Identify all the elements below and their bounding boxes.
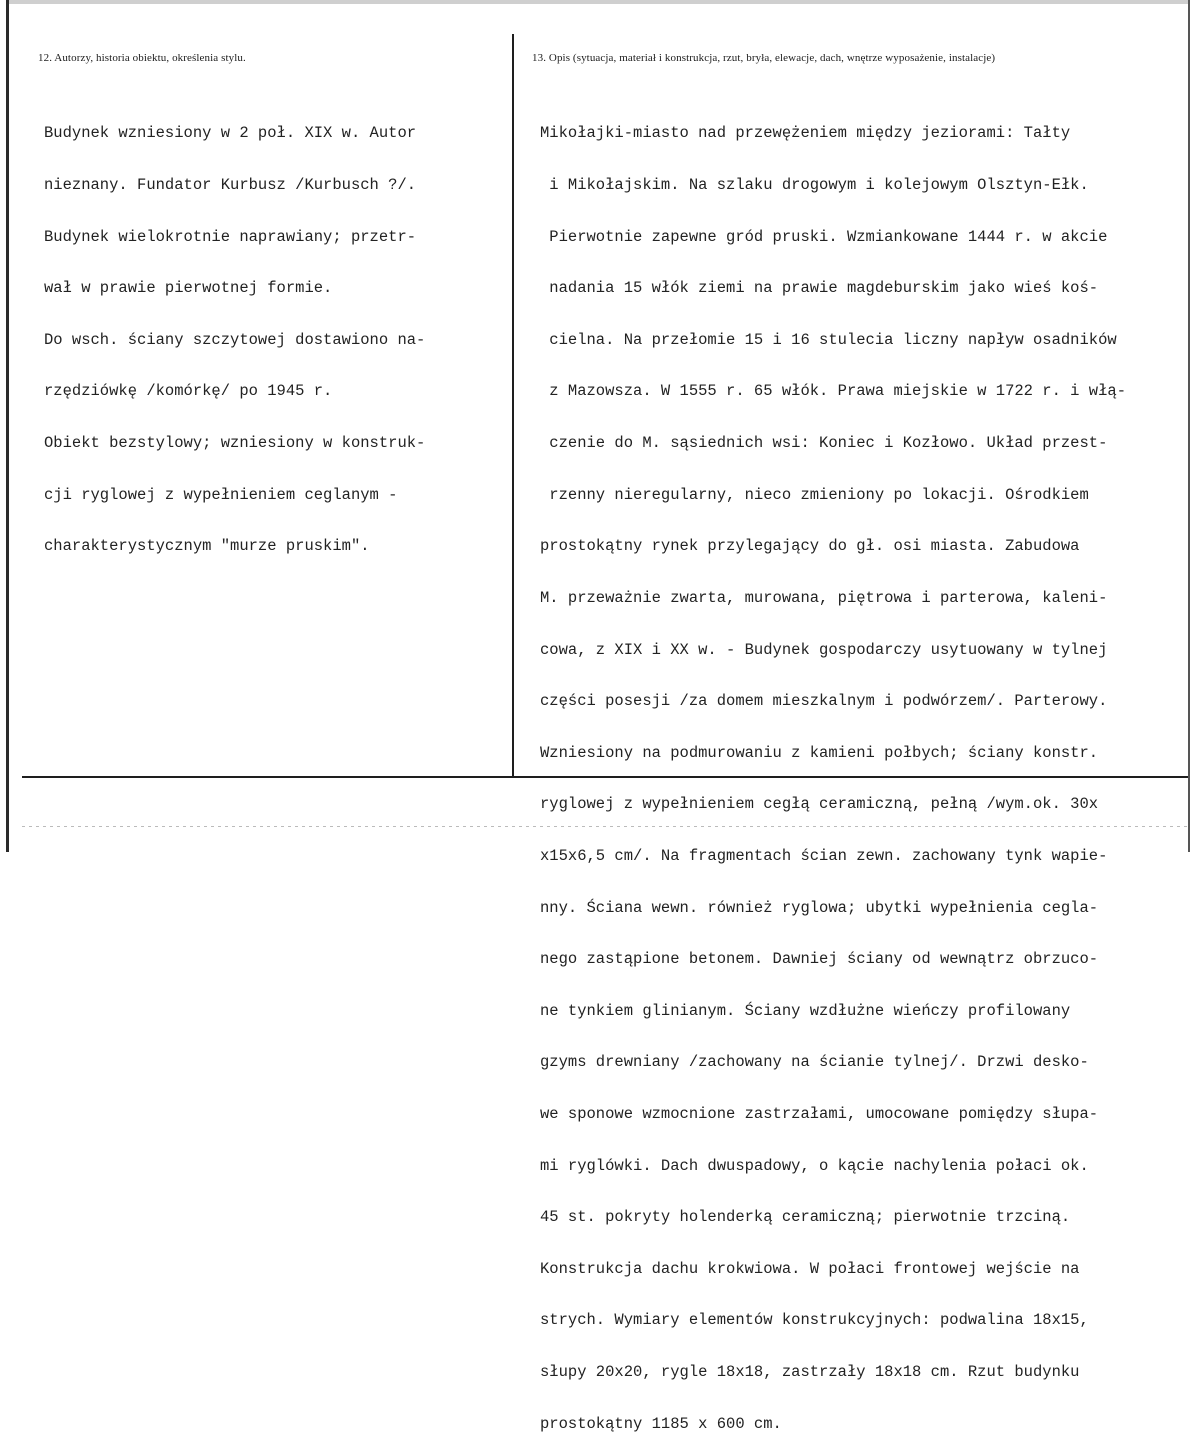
text-line: nieznany. Fundator Kurbusz /Kurbusch ?/. [44, 176, 417, 195]
text-line: Budynek wielokrotnie naprawiany; przetr- [44, 227, 417, 246]
section-12-body [44, 91, 425, 573]
text-line: Obiekt bezstylowy; wzniesiony w konstruk- [44, 434, 426, 453]
text-line: i Mikołajskim. Na szlaku drogowym i kolejowym Olsztyn-Ełk. [540, 176, 1089, 195]
text-line: Do wsch. ściany szczytowej dostawiono na- [44, 330, 426, 349]
text-line: części posesji /za domem mieszkalnym i podwórzem/. Parterowy. [540, 692, 1108, 711]
text-line: Wzniesiony na podmurowaniu z kamieni połbych; ściany konstr. [540, 743, 1099, 762]
section-13-body [540, 91, 1126, 1450]
text-line: charakterystycznym "murze pruskim". [44, 537, 370, 556]
text-line: we sponowe wzmocnione zastrzałami, umocowane pomiędzy słupa- [540, 1104, 1099, 1123]
text-line: wał w prawie pierwotnej formie. [44, 279, 333, 298]
text-line: Pierwotnie zapewne gród pruski. Wzmiankowane 1444 r. w akcie [540, 227, 1108, 246]
text-line: cowa, z XIX i XX w. - Budynek gospodarczy usytuowany w tylnej [540, 640, 1108, 659]
text-line: Konstrukcja dachu krokwiowa. W połaci frontowej wejście na [540, 1259, 1080, 1278]
text-line: rzędziówkę /komórkę/ po 1945 r. [44, 382, 333, 401]
column-divider [512, 34, 514, 776]
text-line: nego zastąpione betonem. Dawniej ściany od wewnątrz obrzuco- [540, 950, 1099, 969]
text-line: słupy 20x20, rygle 18x18, zastrzały 18x18 cm. Rzut budynku [540, 1363, 1080, 1382]
text-line: cji ryglowej z wypełnieniem ceglanym - [44, 485, 398, 504]
section-12-header: 12. Autorzy, historia obiektu, określenia stylu. [38, 52, 246, 64]
text-line: ryglowej z wypełnieniem cegłą ceramiczną, pełną /wym.ok. 30x [540, 795, 1099, 814]
text-line: czenie do M. sąsiednich wsi: Koniec i Kozłowo. Układ przest- [540, 434, 1108, 453]
text-line: nadania 15 włók ziemi na prawie magdeburskim jako wieś koś- [540, 279, 1099, 298]
scan-top-edge [9, 0, 1188, 4]
text-line: ne tynkiem glinianym. Ściany wzdłużne wieńczy profilowany [540, 1001, 1071, 1020]
text-line: x15x6,5 cm/. Na fragmentach ścian zewn. zachowany tynk wapie- [540, 846, 1108, 865]
text-line: rzenny nieregularny, nieco zmieniony po lokacji. Ośrodkiem [540, 485, 1089, 504]
text-line: mi ryglówki. Dach dwuspadowy, o kącie nachylenia połaci ok. [540, 1156, 1089, 1175]
scan-right-edge [1188, 0, 1190, 852]
text-line: nny. Ściana wewn. również ryglowa; ubytki wypełnienia cegla- [540, 898, 1099, 917]
text-line: prostokątny 1185 x 600 cm. [540, 1414, 782, 1433]
text-line: z Mazowsza. W 1555 r. 65 włók. Prawa miejskie w 1722 r. i włą- [540, 382, 1126, 401]
text-line: prostokątny rynek przylegający do gł. osi miasta. Zabudowa [540, 537, 1080, 556]
text-line: Mikołajki-miasto nad przewężeniem między jeziorami: Tałty [540, 124, 1071, 143]
text-line: cielna. Na przełomie 15 i 16 stulecia liczny napływ osadników [540, 330, 1117, 349]
scan-left-edge [6, 0, 9, 852]
text-line: M. przeważnie zwarta, murowana, piętrowa i parterowa, kaleni- [540, 588, 1108, 607]
section-13-header: 13. Opis (sytuacja, materiał i konstrukcja, rzut, bryła, elewacje, dach, wnętrze wyposażenie, instalacje) [532, 52, 996, 64]
text-line: Budynek wzniesiony w 2 poł. XIX w. Autor [44, 124, 417, 143]
text-line: 45 st. pokryty holenderką ceramiczną; pierwotnie trzciną. [540, 1208, 1071, 1227]
text-line: gzyms drewniany /zachowany na ścianie tylnej/. Drzwi desko- [540, 1053, 1089, 1072]
text-line: strych. Wymiary elementów konstrukcyjnych: podwalina 18x15, [540, 1311, 1089, 1330]
